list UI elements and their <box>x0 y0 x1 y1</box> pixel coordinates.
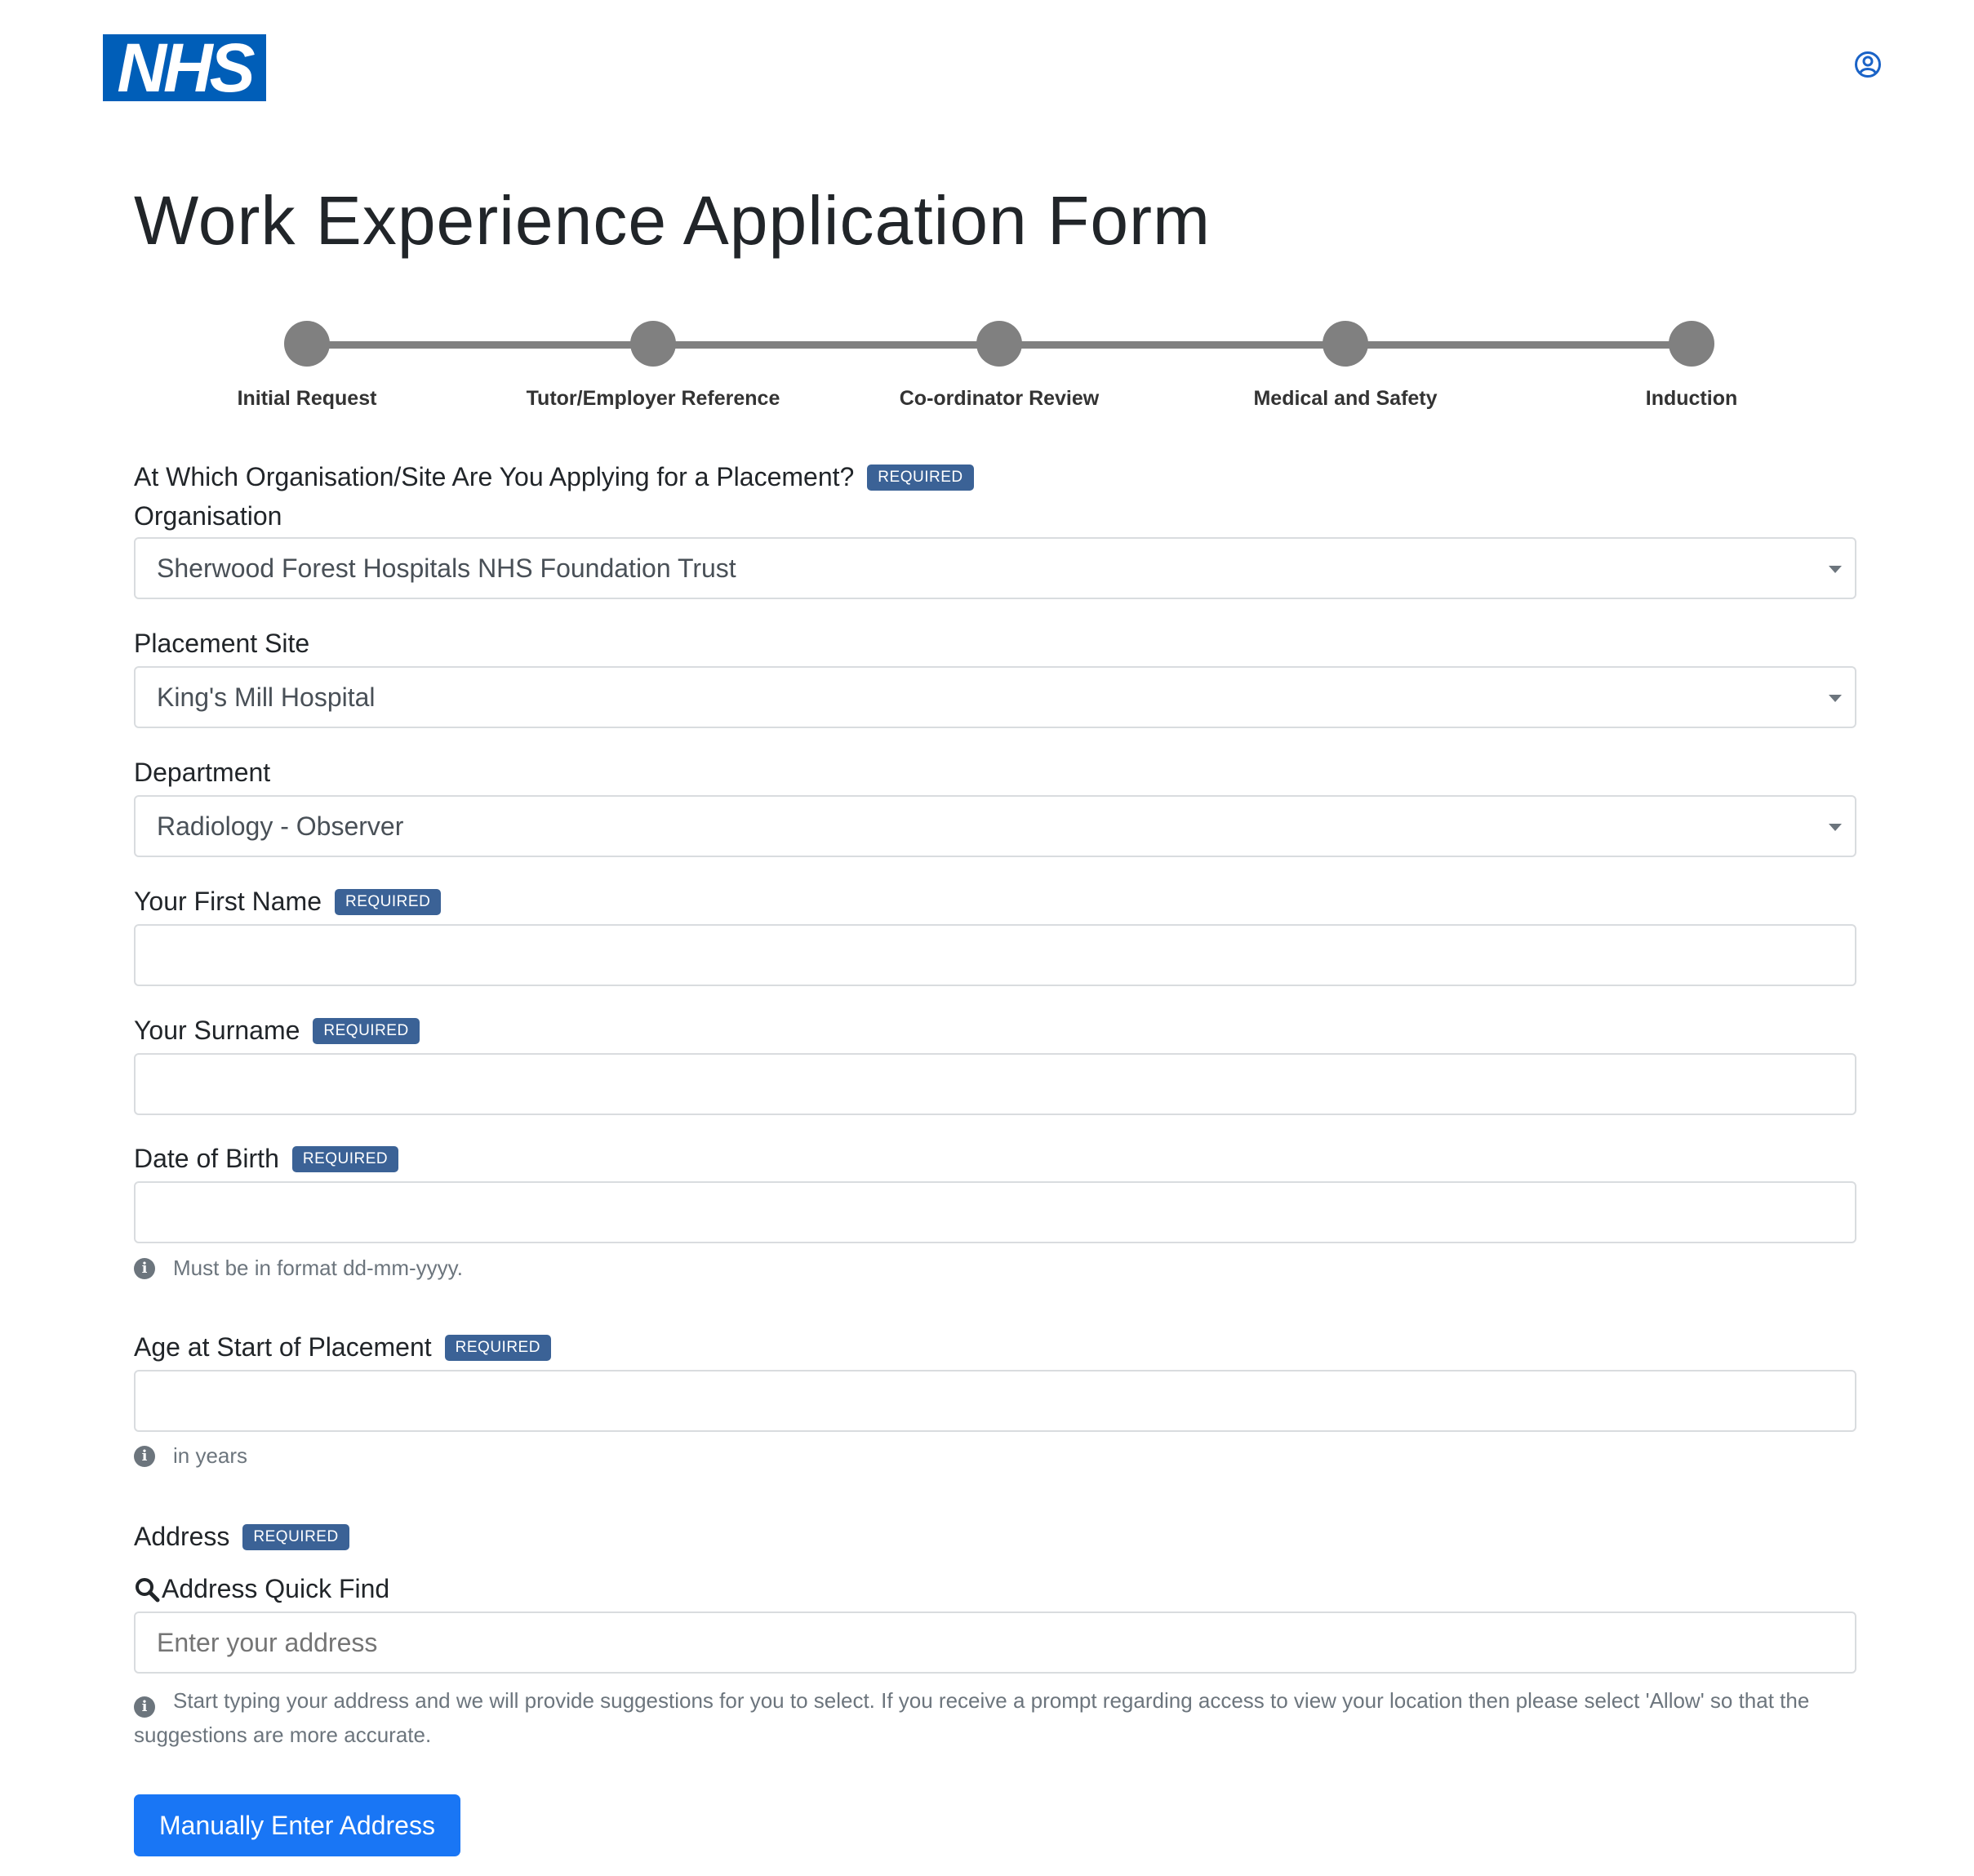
placement-site-select[interactable] <box>134 666 1856 728</box>
page-title: Work Experience Application Form <box>134 182 1211 259</box>
dob-input[interactable] <box>134 1181 1856 1243</box>
address-label-text: Address <box>134 1522 230 1551</box>
dob-help <box>134 1256 463 1281</box>
organisation-label-text: Organisation <box>134 501 282 531</box>
address-quick-find-text: Address Quick Find <box>162 1574 390 1603</box>
step-label-medical-safety: Medical and Safety <box>1253 387 1438 410</box>
dob-label <box>134 1144 398 1174</box>
dob-help-text: Must be in format dd-mm-yyyy. <box>173 1256 463 1280</box>
department-label-text: Department <box>134 758 271 787</box>
required-badge: REQUIRED <box>445 1335 551 1361</box>
department-label <box>134 758 270 788</box>
nhs-logo[interactable]: NHS <box>103 34 266 101</box>
step-connector <box>653 341 999 349</box>
placement-site-select-value: King's Mill Hospital <box>157 682 376 712</box>
first-name-input[interactable] <box>134 924 1856 986</box>
step-label-initial-request: Initial Request <box>237 387 377 410</box>
chevron-down-icon <box>1829 695 1842 702</box>
step-connector <box>1345 341 1692 349</box>
placement-question-text: At Which Organisation/Site Are You Applying for a Placement? <box>134 462 855 491</box>
step-dot-medical-safety <box>1323 321 1368 367</box>
address-quick-find-input[interactable] <box>134 1611 1856 1674</box>
info-icon: i <box>134 1258 155 1279</box>
search-icon <box>134 1576 160 1603</box>
step-label-tutor-reference: Tutor/Employer Reference <box>526 387 780 410</box>
department-select-value: Radiology - Observer <box>157 811 404 841</box>
first-name-label <box>134 887 441 917</box>
age-help <box>134 1443 247 1469</box>
surname-label <box>134 1016 420 1046</box>
info-icon: i <box>134 1696 155 1718</box>
department-select[interactable] <box>134 795 1856 857</box>
organisation-label <box>134 501 282 531</box>
age-label-text: Age at Start of Placement <box>134 1332 432 1362</box>
age-input[interactable] <box>134 1370 1856 1432</box>
address-help-text: Start typing your address and we will provide suggestions for you to select. If you receive a prompt regarding access to view your location then please select 'Allow' so that the suggestions are more accurate. <box>134 1688 1810 1747</box>
required-badge: REQUIRED <box>292 1146 398 1172</box>
step-connector <box>307 341 653 349</box>
address-label <box>134 1522 349 1552</box>
required-badge: REQUIRED <box>313 1018 419 1044</box>
step-dot-initial-request <box>284 321 330 367</box>
step-dot-induction <box>1669 321 1714 367</box>
step-connector <box>999 341 1345 349</box>
step-label-coordinator-review: Co-ordinator Review <box>899 387 1100 410</box>
required-badge: REQUIRED <box>335 889 441 915</box>
manually-enter-address-button[interactable]: Manually Enter Address <box>134 1794 460 1856</box>
step-dot-coordinator-review <box>976 321 1022 367</box>
user-circle-icon[interactable] <box>1854 51 1882 78</box>
placement-section-title <box>134 462 974 492</box>
required-badge: REQUIRED <box>867 465 973 491</box>
step-label-induction: Induction <box>1645 387 1738 410</box>
address-help <box>134 1683 1856 1752</box>
required-badge: REQUIRED <box>242 1524 349 1550</box>
organisation-select[interactable] <box>134 537 1856 599</box>
chevron-down-icon <box>1829 566 1842 573</box>
header <box>0 0 1974 131</box>
organisation-select-value: Sherwood Forest Hospitals NHS Foundation Trust <box>157 553 736 583</box>
chevron-down-icon <box>1829 824 1842 831</box>
surname-label-text: Your Surname <box>134 1016 300 1045</box>
address-quick-find-label <box>134 1574 389 1604</box>
age-label <box>134 1332 551 1363</box>
progress-steps <box>134 318 1848 425</box>
first-name-label-text: Your First Name <box>134 887 322 916</box>
placement-site-label-text: Placement Site <box>134 629 310 658</box>
age-help-text: in years <box>173 1443 248 1468</box>
placement-site-label <box>134 629 309 659</box>
surname-input[interactable] <box>134 1053 1856 1115</box>
dob-label-text: Date of Birth <box>134 1144 279 1173</box>
step-dot-tutor-reference <box>630 321 676 367</box>
info-icon: i <box>134 1446 155 1467</box>
